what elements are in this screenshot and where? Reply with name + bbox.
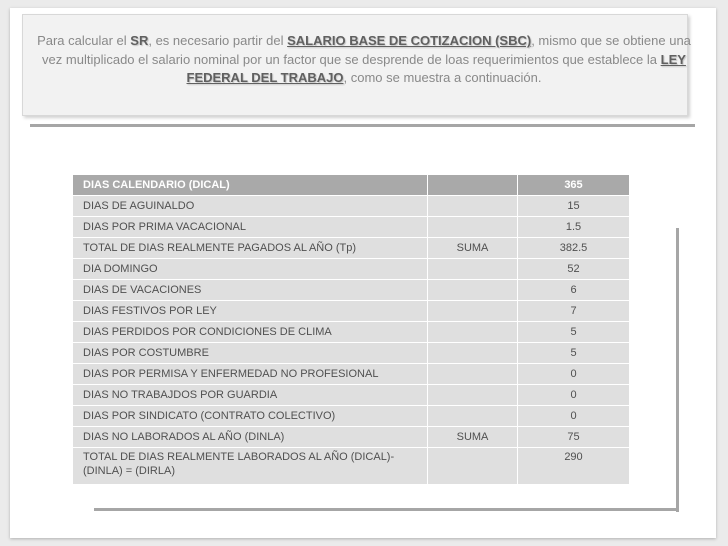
row-value: 15 bbox=[518, 196, 630, 217]
sr-term: SR bbox=[130, 33, 149, 48]
row-label: TOTAL DE DIAS REALMENTE LABORADOS AL AÑO (DICAL)-(DINLA) = (DIRLA) bbox=[73, 448, 428, 485]
table-row bbox=[73, 175, 630, 196]
intro-text-1: Para calcular el bbox=[37, 33, 131, 48]
table-row bbox=[73, 217, 630, 238]
row-note bbox=[428, 343, 518, 364]
divider-right bbox=[676, 228, 679, 512]
table-row bbox=[73, 238, 630, 259]
table-row bbox=[73, 448, 630, 485]
row-value: 0 bbox=[518, 364, 630, 385]
row-label: DIAS FESTIVOS POR LEY bbox=[73, 301, 428, 322]
row-label: DIAS PERDIDOS POR CONDICIONES DE CLIMA bbox=[73, 322, 428, 343]
intro-text-2: , es necesario partir del bbox=[148, 33, 288, 48]
row-note bbox=[428, 175, 518, 196]
table-row bbox=[73, 196, 630, 217]
row-value: 5 bbox=[518, 322, 630, 343]
table-row bbox=[73, 406, 630, 427]
row-label: DIAS POR COSTUMBRE bbox=[73, 343, 428, 364]
row-value: 52 bbox=[518, 259, 630, 280]
row-value: 7 bbox=[518, 301, 630, 322]
ley-term: LEY FEDERAL DEL TRABAJO bbox=[186, 51, 686, 85]
row-value: 6 bbox=[518, 280, 630, 301]
row-note bbox=[428, 259, 518, 280]
row-label: DIAS POR SINDICATO (CONTRATO COLECTIVO) bbox=[73, 406, 428, 427]
row-label: DIAS DE VACACIONES bbox=[73, 280, 428, 301]
row-value: 382.5 bbox=[518, 238, 630, 259]
row-label: DIAS DE AGUINALDO bbox=[73, 196, 428, 217]
table-row bbox=[73, 385, 630, 406]
table-row bbox=[73, 343, 630, 364]
divider-bottom bbox=[94, 508, 679, 511]
row-label: DIAS NO TRABAJDOS POR GUARDIA bbox=[73, 385, 428, 406]
row-value: 0 bbox=[518, 406, 630, 427]
row-label: DIAS POR PERMISA Y ENFERMEDAD NO PROFESIONAL bbox=[73, 364, 428, 385]
table-row bbox=[73, 280, 630, 301]
table-row bbox=[73, 322, 630, 343]
row-note bbox=[428, 322, 518, 343]
days-table bbox=[72, 174, 630, 485]
table-row bbox=[73, 259, 630, 280]
row-value: 1.5 bbox=[518, 217, 630, 238]
row-note bbox=[428, 217, 518, 238]
row-value: 75 bbox=[518, 427, 630, 448]
row-note: SUMA bbox=[428, 238, 518, 259]
row-note bbox=[428, 364, 518, 385]
row-note bbox=[428, 448, 518, 485]
row-note: SUMA bbox=[428, 427, 518, 448]
row-note bbox=[428, 280, 518, 301]
row-label: DIAS CALENDARIO (DICAL) bbox=[73, 175, 428, 196]
intro-text-4: , como se muestra a continuación. bbox=[343, 70, 542, 85]
table-row bbox=[73, 427, 630, 448]
sbc-term: SALARIO BASE DE COTIZACION (SBC) bbox=[287, 33, 532, 48]
row-note bbox=[428, 301, 518, 322]
row-value: 290 bbox=[518, 448, 630, 485]
intro-paragraph bbox=[30, 32, 698, 88]
row-note bbox=[428, 406, 518, 427]
row-label: TOTAL DE DIAS REALMENTE PAGADOS AL AÑO (Tp) bbox=[73, 238, 428, 259]
intro-text-3: , mismo que se obtiene una vez multiplicado el salario nominal por un factor que se desprende de loas requerimientos que establece la bbox=[42, 33, 691, 67]
row-label: DIA DOMINGO bbox=[73, 259, 428, 280]
row-label: DIAS POR PRIMA VACACIONAL bbox=[73, 217, 428, 238]
row-value: 365 bbox=[518, 175, 630, 196]
row-value: 0 bbox=[518, 385, 630, 406]
row-label: DIAS NO LABORADOS AL AÑO (DINLA) bbox=[73, 427, 428, 448]
divider-top bbox=[30, 124, 695, 127]
row-value: 5 bbox=[518, 343, 630, 364]
row-note bbox=[428, 196, 518, 217]
table-row bbox=[73, 364, 630, 385]
table-row bbox=[73, 301, 630, 322]
row-note bbox=[428, 385, 518, 406]
